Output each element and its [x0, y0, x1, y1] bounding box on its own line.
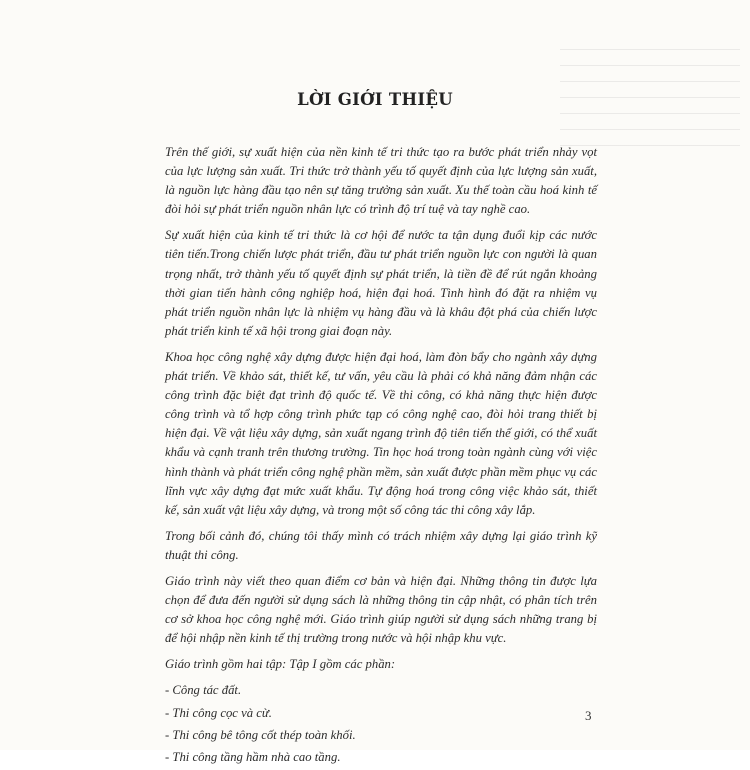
paragraph-3: Khoa học công nghệ xây dựng được hiện đại hoá, làm đòn bẩy cho ngành xây dựng phát triển. Về khảo sát, thiết kế, tư vấn, yêu cầu là phải có khả năng đảm nhận các công trình đặc biệt đạt trình độ quốc tế. Về thi công, có khả năng thực hiện được công trình và tổ hợp công trình phức tạp có công nghệ cao, đòi hỏi trang thiết bị hiện đại. Về vật liệu xây dựng, sản xuất ngang trình độ tiên tiến thế giới, có thể xuất khẩu và cạnh tranh trên thương trường. Tin học hoá trong toàn ngành cùng với việc hình thành và phát triển công nghệ phần mềm, sản xuất được phần mềm phục vụ các lĩnh vực xây dựng đạt mức xuất khẩu. Tự động hoá trong công việc khảo sát, thiết kế, sản xuất vật liệu xây dựng, và trong một số công tác thi công xây lắp.: [165, 349, 597, 517]
paragraph-1: Trên thế giới, sự xuất hiện của nền kinh tế tri thức tạo ra bước phát triển nhảy vọt của lực lượng sản xuất. Tri thức trở thành yếu tố quyết định của lực lượng sản xuất, là nguồn lực hàng đầu tạo nên sự tăng trưởng sản xuất. Xu thế toàn cầu hoá kinh tế đòi hỏi sự phát triển nguồn nhân lực có trình độ trí tuệ và tay nghề cao.: [165, 145, 597, 217]
page-title: LỜI GIỚI THIỆU: [297, 90, 453, 109]
paragraph-5: Giáo trình này viết theo quan điểm cơ bản và hiện đại. Những thông tin được lựa chọn để đưa đến người sử dụng sách là những thông tin cập nhật, có phân tích trên cơ sở khoa học công nghệ mới. Giáo trình giúp người sử dụng sách những trang bị để hội nhập nền kinh tế thị trường trong nước và hội nhập khu vực.: [165, 573, 597, 646]
paragraph-2: Sự xuất hiện của kinh tế tri thức là cơ hội để nước ta tận dụng đuổi kịp các nước tiên tiến.Trong chiến lược phát triển, đầu tư phát triển nguồn lực con người là quan trọng nhất, trở thành yếu tố quyết định sự phát triển, là tiền đề để rút ngắn khoảng thời gian tiến hành công nghiệp hoá, hiện đại hoá. Tình hình đó đặt ra nhiệm vụ phát triển nguồn nhân lực là nhiệm vụ hàng đầu và là khâu đột phá của chiến lược phát triển kinh tế xã hội trong giai đoạn này.: [165, 228, 597, 338]
body-text: [165, 143, 597, 770]
paragraph-6: Giáo trình gồm hai tập: Tập I gồm các phần:: [165, 657, 396, 672]
list-item: - Thi công tầng hầm nhà cao tầng.: [165, 749, 341, 764]
list-item: - Thi công cọc và cừ.: [165, 705, 272, 720]
list-item: - Thi công bê tông cốt thép toàn khối.: [165, 727, 356, 742]
page-number: 3: [585, 708, 592, 723]
paragraph-4: Trong bối cảnh đó, chúng tôi thấy mình có trách nhiệm xây dựng lại giáo trình kỹ thuật thi công.: [165, 528, 597, 562]
list-item: - Công tác đất.: [165, 683, 242, 698]
section-list: [165, 681, 597, 766]
